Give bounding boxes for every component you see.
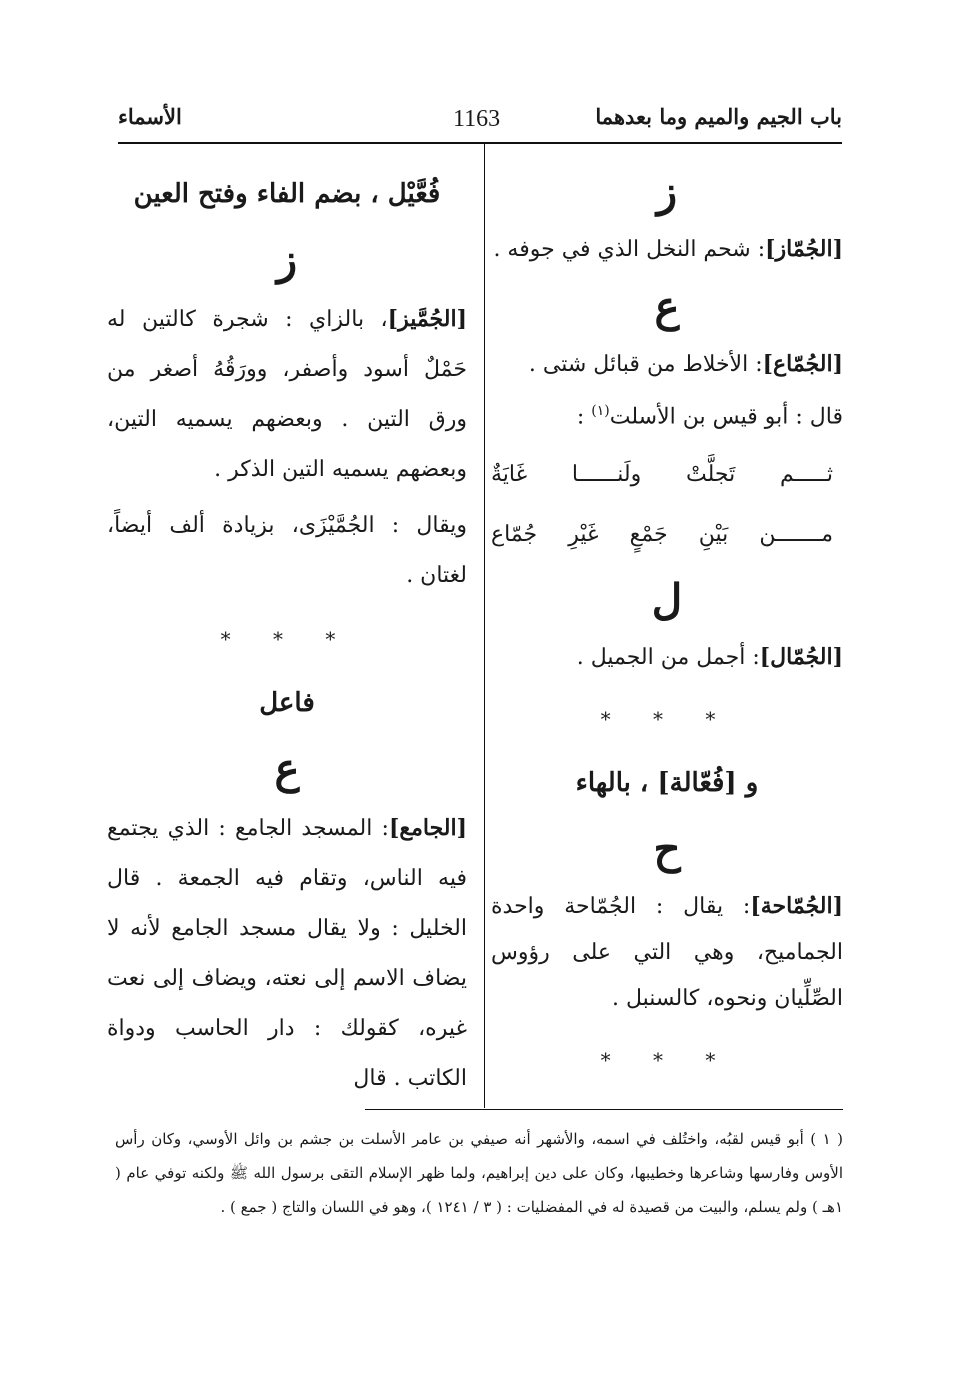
definition: : يقال : الجُمّاحة واحدة الجماميح، وهي التي على رؤوس الصِّلِّيان ونحوه، كالسنبل .	[491, 894, 843, 1012]
entry-jummayz	[107, 294, 467, 495]
quote-intro	[491, 388, 843, 440]
headword: [الجُمّاحة]	[750, 893, 843, 920]
footnote-ref: (١)	[591, 403, 610, 419]
section-title-fuaala: و [فُعّالة] ، بالهاء	[575, 768, 759, 799]
section-title-faail: فاعل	[259, 688, 315, 718]
headword: [الجُمَّيز]	[387, 306, 467, 332]
headword: [الجُمّال]	[759, 644, 843, 671]
footnote-rule	[365, 1109, 843, 1110]
left-column	[107, 158, 467, 1104]
headword: [الجُمّاز]	[765, 236, 843, 262]
definition: : الأخلاط من قبائل شتى .	[528, 352, 763, 377]
section-title-fuayyil: فُعَّيْل ، بضم الفاء وفتح العين	[133, 179, 441, 209]
definition: : أجمل من الجميل .	[576, 645, 760, 671]
letter-heading-zay: ز	[656, 167, 678, 216]
entry-jummayza: ويقال : الجُمَّيْزَى، بزيادة ألف أيضاً، لغتان .	[107, 513, 467, 588]
right-column	[491, 158, 843, 1098]
chapter-title: باب الجيم والميم وما بعدهما	[595, 104, 842, 129]
header-rule	[118, 142, 842, 144]
verse-hemistich-1: ثـــــم تَجلَّتْ ولَنــــــا غَايَةٌ	[491, 462, 833, 488]
headword: [الجُمّاع]	[762, 351, 843, 377]
footnote: ( ١ ) أبو قيس لقبُه، واختُلف في اسمه، والأشهر أنه صيفي بن عامر الأسلت بن جشم بن وائل الأوسي، وكان رأس الأوس وفارسها وشاعرها وخطيبها، وكان على دين إبراهيم، ولما ظهر الإسلام التقى برسول الله ﷺ ولكنه توفي عام ( ١هـ ) ولم يسلم، والبيت من قصيدة له في المفضليات : ( ٣ / ١٢٤١ )، وهو في اللسان والتاج ( جمع ) .	[115, 1130, 843, 1216]
quote-intro-text: قال : أبو قيس بن الأسلت	[609, 404, 843, 430]
running-header	[118, 100, 842, 142]
column-divider	[484, 143, 485, 1108]
headword: [الجامع]	[388, 815, 467, 841]
section-label: الأسماء	[118, 104, 182, 129]
quote-colon: :	[576, 404, 585, 430]
letter-heading-ha: ح	[653, 824, 681, 874]
entry-jummal	[491, 634, 843, 681]
entry-jummaha	[491, 883, 843, 1022]
entry-jummaz	[491, 226, 843, 273]
entry-jami	[107, 803, 467, 1104]
page-number: 1163	[453, 106, 501, 132]
letter-heading-lam: ل	[651, 575, 683, 625]
section-separator-stars: * * *	[600, 707, 734, 732]
section-separator-stars: * * *	[600, 1048, 734, 1073]
definition: : المسجد الجامع : الذي يجتمع فيه الناس، وتقام فيه الجمعة . قال الخليل : ولا يقال مسجد الجامع لأنه لا يضاف الاسم إلى نعته، ويضاف إلى نعت غيره، كقولك : دار الحاسب ودواة الكاتب . قال	[107, 816, 467, 1091]
entry-jummaa	[491, 341, 843, 388]
definition: ، بالزاي : شجرة كالتين له حَمْلٌ أسود وأصفر، وورَقُهُ أصغر من ورق التين . وبعضهم يسميه التين، وبعضهم يسميه التين الذكر .	[107, 307, 467, 482]
section-separator-stars: * * *	[220, 627, 354, 651]
letter-heading-zay: ز	[276, 235, 298, 284]
verse-hemistich-2: مـــــــن بَيْنِ جَمْعٍ غَيْرِ جُمّاع	[491, 522, 833, 548]
definition: : شحم النخل الذي في جوفه .	[493, 237, 766, 262]
letter-heading-ain: ع	[654, 282, 680, 331]
letter-heading-ain: ع	[274, 744, 300, 793]
